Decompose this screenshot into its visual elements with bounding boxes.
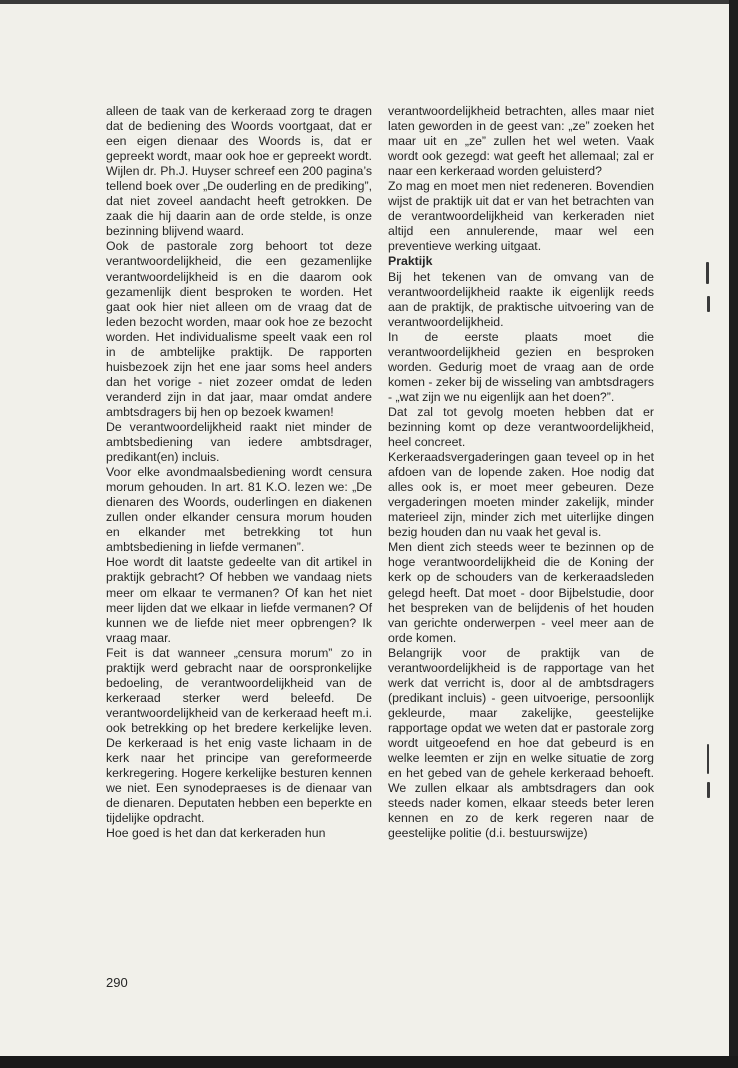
paragraph: Bij het tekenen van de omvang van de verantwoordelijkheid raakte ik eigenlijk reeds aan de praktijk, de praktische uitvoering van de verantwoordelijkheid. [388,269,654,329]
paragraph: Men dient zich steeds weer te bezinnen op de hoge verantwoordelijkheid die de Koning der kerk op de schouders van de kerkeraadsleden gelegd heeft. Dat moet - door Bijbelstudie, door het bespreken van de belijdenis of het houden van gerichte onderwerpen - veel meer aan de orde komen. [388,540,654,645]
paragraph: Feit is dat wanneer „censura morum” zo in praktijk werd gebracht naar de oorspronkelijke bedoeling, de verantwoordelijkheid van de kerkeraad sterker werd beleefd. De verantwoordelijkheid van de kerkeraad heeft m.i. ook betrekking op het bredere kerkelijke leven. De kerkeraad is het enig vaste lichaam in de kerk naar het principe van gereformeerde kerkregering. Hogere kerkelijke besturen kennen we niet. Een synodepraeses is de dienaar van de dienaren. Deputaten hebben een beperkte en tijdelijke opdracht. [106,645,372,826]
section-heading: Praktijk [388,254,433,269]
paragraph: alleen de taak van de kerkeraad zorg te dragen dat de bediening des Woords voortgaat, dat er een eigen dienaar des Woords is, dat er gepreekt wordt, maar ook hoe er gepreekt wordt. [106,104,372,164]
paragraph: verantwoordelijkheid betrachten, alles maar niet laten geworden in de geest van: „ze” zoeken het maar uit en „ze” zullen het wel weten. Vaak wordt ook gezegd: wat geeft het allemaal; zal er naar een kerkeraad worden geluisterd? [388,104,654,179]
paragraph: Wijlen dr. Ph.J. Huyser schreef een 200 pagina’s tellend boek over „De ouderling en de prediking”, dat niet zoveel aandacht heeft getrokken. De zaak die hij daarin aan de orde stelde, is onze bezinning blijvend waard. [106,164,372,239]
left-column [106,104,372,841]
paragraph: Kerkeraadsvergaderingen gaan teveel op in het afdoen van de lopende zaken. Hoe nodig dat alles ook is, er moet meer gebeuren. Deze vergaderingen moeten minder zakelijk, minder materieel zijn, minder zich met uiterlijke dingen bezig houden dan nu vaak het geval is. [388,450,654,540]
margin-mark [707,296,710,312]
paragraph: Zo mag en moet men niet redeneren. Bovendien wijst de praktijk uit dat er van het betrachten van de verantwoordelijkheid van kerkeraden niet altijd een annulerende, maar wel een preventieve werking uitgaat. [388,179,654,254]
margin-mark [707,744,709,774]
paragraph: Voor elke avondmaalsbediening wordt censura morum gehouden. In art. 81 K.O. lezen we: „De dienaren des Woords, ouderlingen en diakenen zullen onder elkander censura morum houden en elkander met betrekking tot hun ambtsbediening in liefde vermanen”. [106,465,372,555]
paragraph: De verantwoordelijkheid raakt niet minder de ambtsbediening van iedere ambtsdrager, predikant(en) incluis. [106,419,372,465]
paragraph: In de eerste plaats moet die verantwoordelijkheid gezien en besproken worden. Gedurig moet de vraag aan de orde komen - zeker bij de wisseling van ambtsdragers - „wat zijn we nu eigenlijk aan het doen?”. [388,329,654,404]
paragraph: Hoe wordt dit laatste gedeelte van dit artikel in praktijk gebracht? Of hebben we vandaag niets meer om elkaar te vermanen? Of kan het niet meer lijden dat we elkaar in liefde vermanen? Of kunnen we de liefde niet meer opbrengen? Ik vraag maar. [106,555,372,645]
paragraph: Ook de pastorale zorg behoort tot deze verantwoordelijkheid, die een gezamenlijke verantwoordelijkheid is en die daarom ook gezamenlijk dient besproken te worden. Het gaat ook hier niet alleen om de vraag dat de leden bezocht worden, maar ook hoe ze bezocht worden. Het individualisme speelt vaak een rol in de ambtelijke praktijk. De rapporten huisbezoek zijn het ene jaar soms heel anders dan het vorige - niet zozeer omdat de leden veranderd zijn in dat jaar, maar omdat andere ambtsdragers bij hen op bezoek kwamen! [106,239,372,419]
margin-mark [707,782,710,798]
margin-mark [706,262,709,284]
paragraph: Belangrijk voor de praktijk van de verantwoordelijkheid is de rapportage van het werk dat verricht is, door al de ambtsdragers (predikant incluis) - geen uitvoerige, persoonlijk gekleurde, maar zakelijke, geestelijke rapportage opdat we weten dat er pastorale zorg wordt uitgeoefend en hoe dat gebeurd is en welke leemten er zijn en welke situatie de zorg en het gebed van de gehele kerkeraad behoeft. We zullen elkaar als ambtsdragers dan ook steeds nader komen, elkaar steeds beter leren kennen en zo de kerk regeren naar de geestelijke politie (d.i. bestuurswijze) [388,645,654,841]
paragraph: Hoe goed is het dan dat kerkeraden hun [106,826,326,841]
scan-edge-right [729,0,738,1068]
scan-edge-bottom [0,1056,738,1068]
page-number: 290 [106,975,128,990]
right-column [388,104,654,841]
paragraph: Dat zal tot gevolg moeten hebben dat er bezinning komt op deze verantwoordelijkheid, heel concreet. [388,404,654,450]
